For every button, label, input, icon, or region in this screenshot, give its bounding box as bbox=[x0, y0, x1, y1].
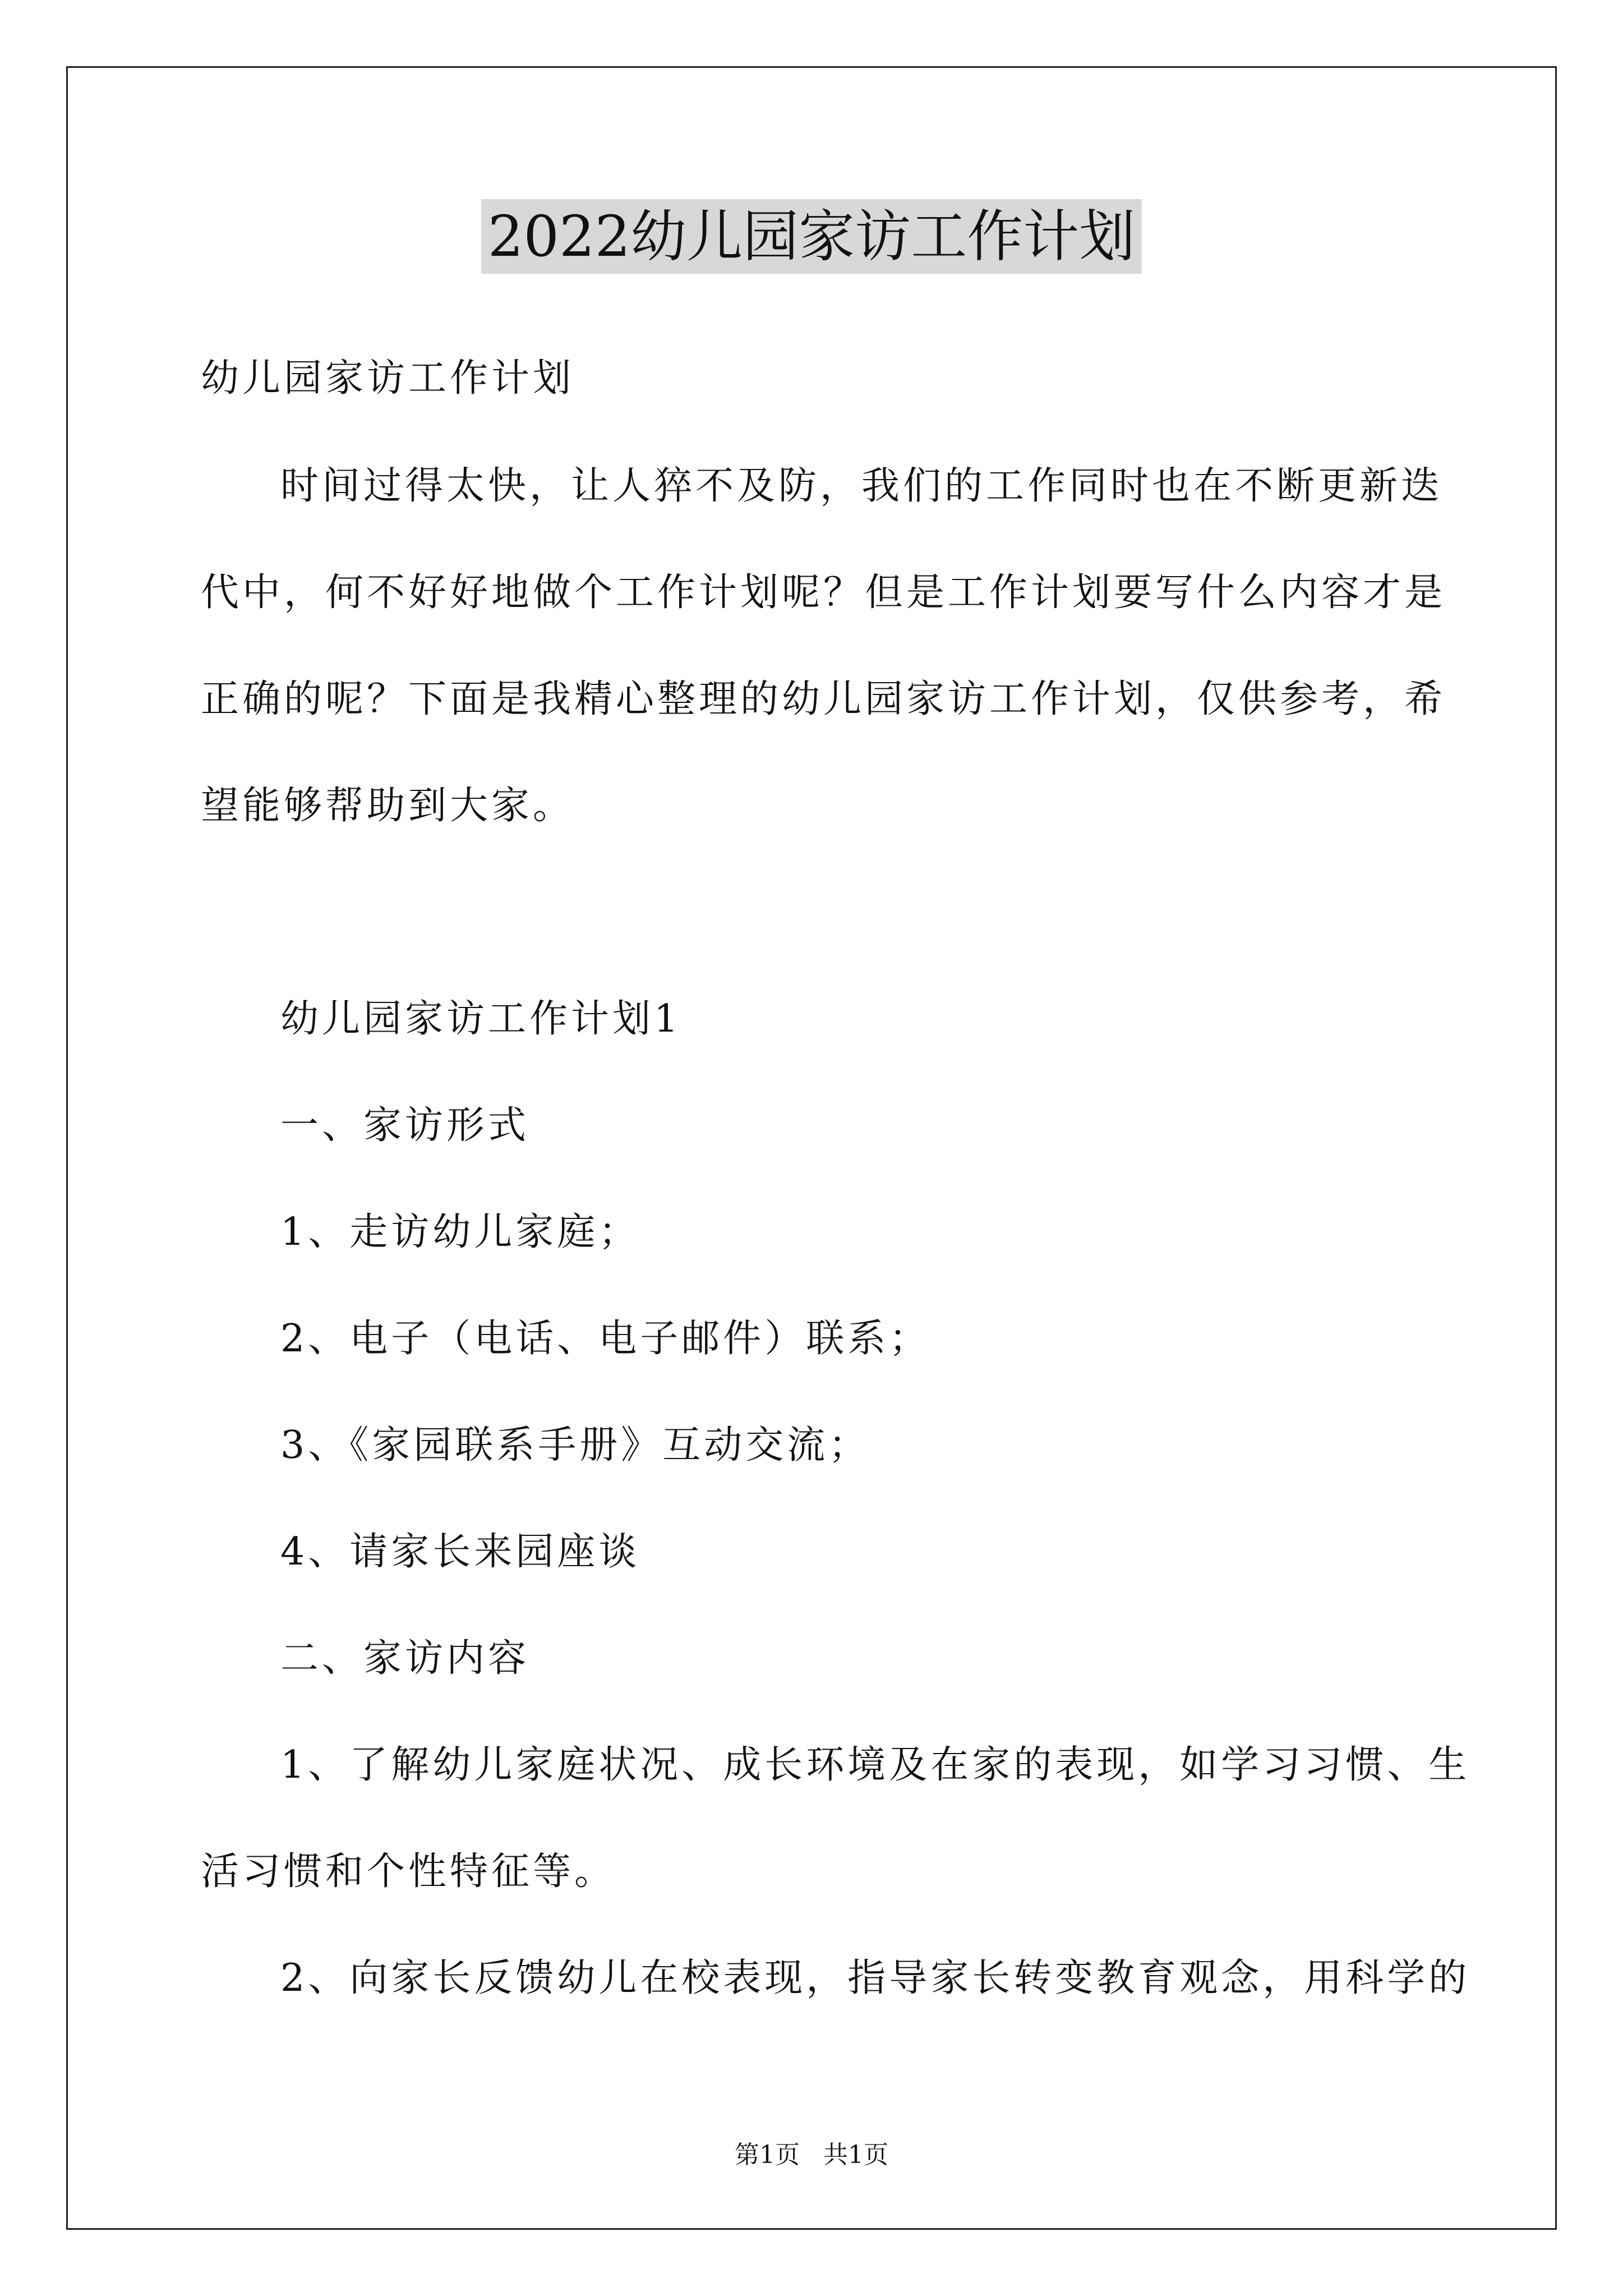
intro-line-1: 时间过得太快，让人猝不及防，我们的工作同时也在不断更新迭 bbox=[280, 464, 1443, 508]
part2-item-1-line-2: 活习惯和个性特征等。 bbox=[201, 1849, 616, 1894]
part1-item-1: 1、走访幼儿家庭； bbox=[280, 1210, 640, 1254]
part2-item-2-line-1: 2、向家长反馈幼儿在校表现，指导家长转变教育观念，用科学的 bbox=[280, 1956, 1470, 2000]
page-number-footer: 第1页 共1页 bbox=[735, 2141, 888, 2169]
intro-line-2: 代中，何不好好地做个工作计划呢？但是工作计划要写什么内容才是 bbox=[201, 570, 1446, 615]
part1-item-3: 3、《家园联系手册》互动交流； bbox=[280, 1423, 870, 1467]
section-title: 幼儿园家访工作计划1 bbox=[280, 997, 682, 1041]
document-title bbox=[0, 197, 1623, 276]
part2-heading: 二、家访内容 bbox=[280, 1636, 530, 1681]
intro-line-3: 正确的呢？下面是我精心整理的幼儿园家访工作计划，仅供参考，希 bbox=[201, 677, 1446, 721]
intro-line-4: 望能够帮助到大家。 bbox=[201, 784, 575, 828]
part1-item-4: 4、请家长来园座谈 bbox=[280, 1530, 640, 1574]
part1-heading: 一、家访形式 bbox=[280, 1103, 530, 1148]
document-title-text: 2022幼儿园家访工作计划 bbox=[481, 199, 1142, 274]
document-subtitle: 幼儿园家访工作计划 bbox=[201, 356, 575, 401]
part1-item-2: 2、电子（电话、电子邮件）联系； bbox=[280, 1317, 931, 1361]
part2-item-1-line-1: 1、了解幼儿家庭状况、成长环境及在家的表现，如学习习惯、生 bbox=[280, 1743, 1470, 1787]
